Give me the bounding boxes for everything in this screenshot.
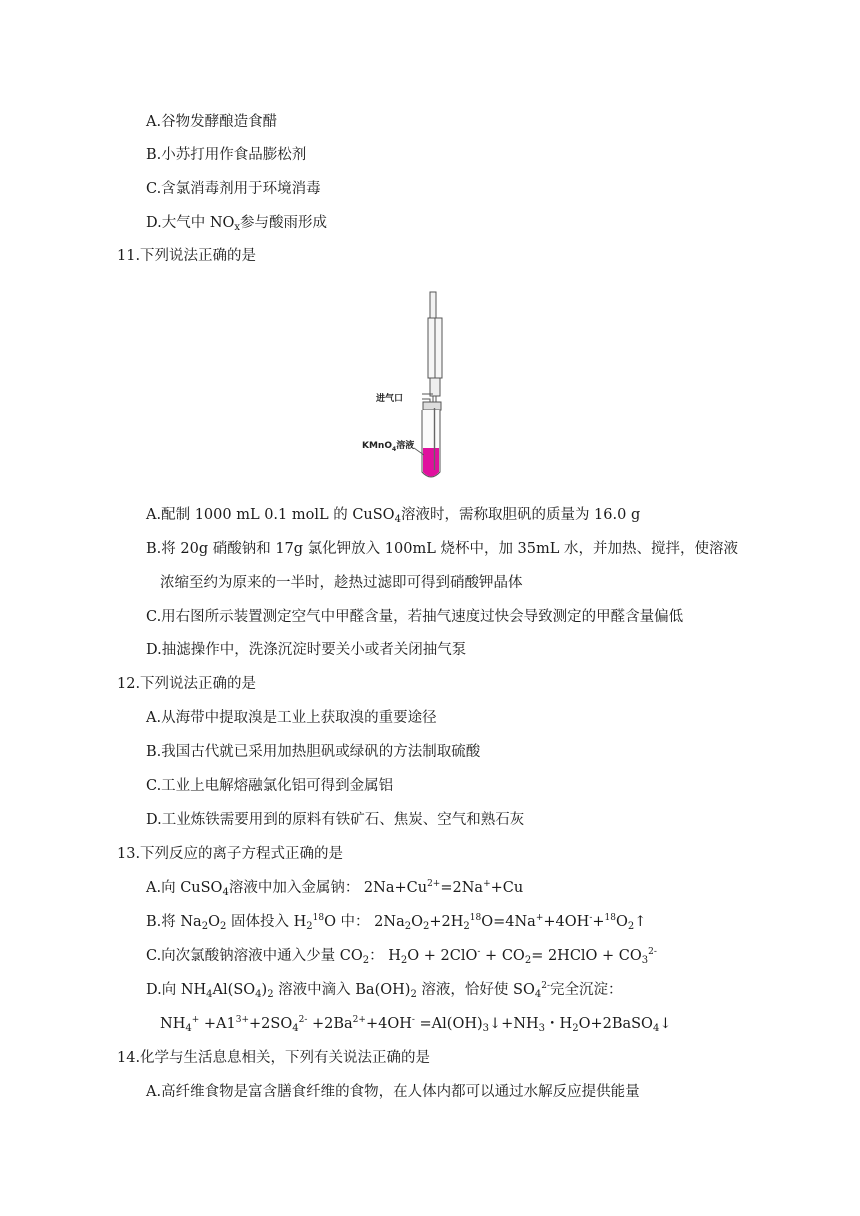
q13-option-c: C.向次氯酸钠溶液中通入少量 $CO_2$： $H_2O + 2ClO^- + CO_2=$ 2HClO + $CO_3^{2-}$ — [146, 947, 657, 966]
kmno4-label: KMnO$_4$溶液 — [362, 441, 415, 453]
q11-option-b-line1: B.将 20g 硝酸钠和 17g 氯化钾放入 100mL 烧杯中，加 35mL 水，并加热、搅拌，使溶液 — [146, 541, 738, 557]
q11-option-c: C.用右图所示装置测定空气中甲醛含量，若抽气速度过快会导致测定的甲醛含量偏低 — [146, 609, 684, 625]
q14-stem: 14.化学与生活息息相关，下列有关说法正确的是 — [117, 1050, 431, 1066]
q13-option-a: A.向 CuSO$_4$溶液中加入金属钠： $2Na+Cu^{2+}=2Na^++Cu$ — [146, 879, 524, 898]
kmno4-solution — [423, 448, 439, 477]
q13-stem: 13.下列反应的离子方程式正确的是 — [117, 846, 344, 862]
q12-option-c: C.工业上电解熔融氯化铝可得到金属铝 — [146, 778, 394, 794]
q10-option-b: B.小苏打用作食品膨松剂 — [146, 147, 307, 163]
q10-option-d: D.大气中 $NO_x$参与酸雨形成 — [146, 215, 328, 233]
q11-stem: 11.下列说法正确的是 — [117, 248, 257, 264]
q12-option-a: A.从海带中提取溴是工业上获取溴的重要途径 — [146, 710, 437, 726]
formaldehyde-apparatus-figure — [356, 288, 496, 484]
q13-option-d: D.向 $NH_4Al(SO_4)_2$ 溶液中滴入 $Ba(OH)_2$ 溶液，恰好使 $SO_4^{2-}$完全沉淀： — [146, 981, 623, 1000]
q11-option-d: D.抽滤操作中，洗涤沉淀时要关小或者关闭抽气泵 — [146, 642, 467, 658]
q14-option-a: A.高纤维食物是富含膳食纤维的食物，在人体内都可以通过水解反应提供能量 — [146, 1084, 640, 1100]
q13-option-d-equation: $NH_4^+ +A1^{3+}+2SO_4^{2-} +2Ba^{2+}+4OH^-$ $=Al(OH)_3↓+NH_3$・$H_2O+2BaSO_4↓$ — [160, 1015, 672, 1034]
q11-option-a: A.配制 1000 mL 0.1 molL 的 CuSO$_4$溶液时，需称取胆矾的质量为 16.0 g — [146, 507, 641, 525]
q12-stem: 12.下列说法正确的是 — [117, 676, 257, 692]
q10-option-a: A.谷物发酵酿造食醋 — [146, 114, 278, 130]
q11-option-b-line2: 浓缩至约为原来的一半时，趁热过滤即可得到硝酸钾晶体 — [160, 575, 523, 591]
q10-option-c: C.含氯消毒剂用于环境消毒 — [146, 181, 321, 197]
q13-option-b: B.将 $Na_2O_2$ 固体投入 $H_2^{18}O$ 中： $2Na_2O_2+2H_2^{18}O=4Na^++4OH^-+^{18}O_2↑$ — [146, 913, 647, 932]
q12-option-b: B.我国古代就已采用加热胆矾或绿矾的方法制取硫酸 — [146, 744, 481, 760]
q12-option-d: D.工业炼铁需要用到的原料有铁矿石、焦炭、空气和熟石灰 — [146, 812, 525, 828]
inlet-label: 进气口 — [376, 394, 404, 404]
